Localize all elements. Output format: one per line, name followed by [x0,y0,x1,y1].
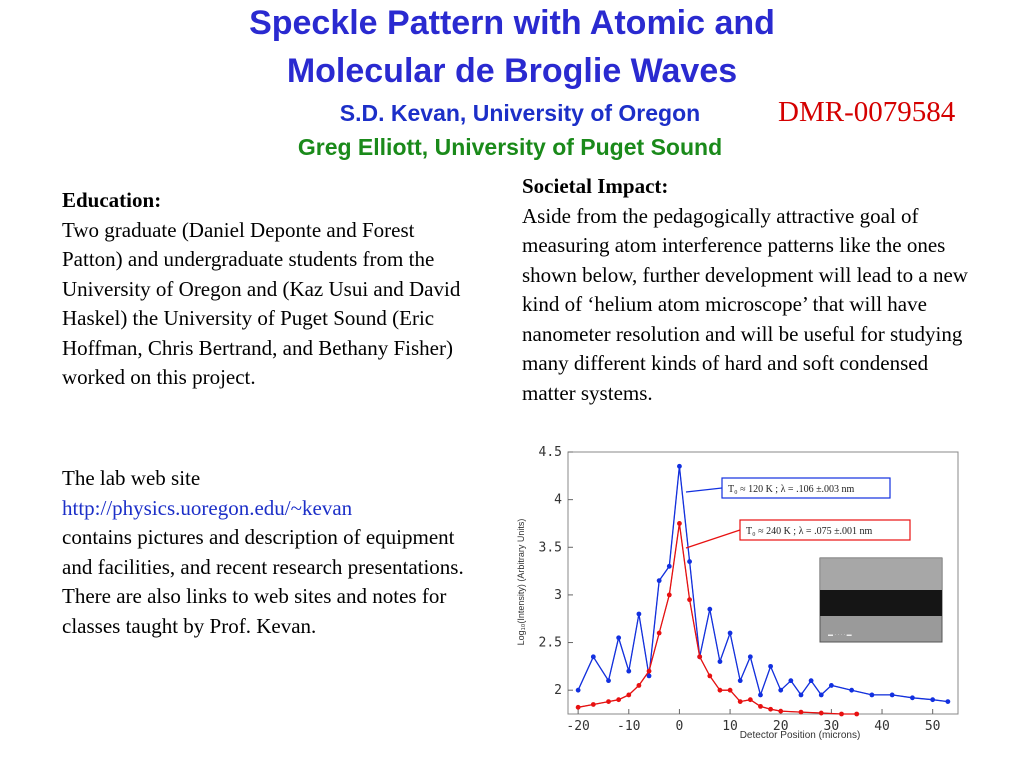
y-tick-label: 4.5 [538,445,562,460]
data-point-red [707,673,712,678]
data-point-red [799,710,804,715]
data-point-red [637,683,642,688]
x-tick-label: -20 [566,719,590,734]
y-tick-label: 2.5 [538,635,562,651]
education-body: Two graduate (Daniel Deponte and Forest Patton) and undergraduate students from the University of Oregon and (Kaz Usui and David Haskel) the University of Puget Sound (Eric Hoffman, Chris Bertrand, and Bethany Fisher) worked on this project. [62,217,461,389]
data-point-blue [616,635,621,640]
svg-text:▬ · · · · ▬: ▬ · · · · ▬ [828,632,852,638]
data-point-red [576,705,581,710]
data-point-blue [778,688,783,693]
data-point-blue [748,654,753,659]
annotation-text-red: T₀ ≈ 240 K ; λ = .075 ±.001 nm [746,526,873,537]
x-tick-label: 40 [874,719,890,734]
y-tick-label: 3.5 [538,540,562,556]
data-point-blue [738,678,743,683]
data-point-red [718,688,723,693]
data-point-blue [576,688,581,693]
x-tick-label: 20 [772,719,789,734]
data-point-blue [657,578,662,583]
data-point-blue [890,693,895,698]
data-point-red [687,597,692,602]
data-point-red [738,699,743,704]
education-section [62,186,474,393]
data-point-red [758,704,763,709]
sem-inset-image [820,558,942,642]
societal-section [522,172,982,408]
data-point-blue [728,631,733,636]
data-point-blue [677,464,682,469]
lab-url-link[interactable]: http://physics.uoregon.edu/~kevan [62,495,353,520]
award-number: DMR-0079584 [778,96,956,128]
data-point-blue [637,612,642,617]
x-tick-label: 10 [722,719,738,734]
data-point-red [647,669,652,674]
x-tick-label: 50 [924,719,941,734]
data-point-blue [768,664,773,669]
data-point-blue [626,669,631,674]
author-1: S.D. Kevan, University of Oregon [339,100,701,126]
y-tick-label: 3 [554,587,562,603]
data-point-red [616,697,621,702]
data-point-blue [606,678,611,683]
societal-heading: Societal Impact: [522,174,669,198]
data-point-blue [788,678,793,683]
data-point-red [819,711,824,716]
data-point-red [591,702,596,707]
data-point-blue [910,695,915,700]
data-point-red [748,697,753,702]
data-point-blue [819,693,824,698]
data-point-red [657,631,662,636]
education-heading: Education: [62,188,162,212]
x-tick-label: -10 [617,719,641,734]
x-tick-label: 30 [823,719,840,734]
speckle-plot [500,440,970,750]
data-point-blue [829,683,834,688]
data-point-blue [718,659,723,664]
data-point-red [728,688,733,693]
data-point-red [839,712,844,717]
data-point-blue [687,559,692,564]
y-tick-label: 4 [554,492,562,508]
author-2: Greg Elliott, University of Puget Sound [297,134,723,160]
data-point-blue [591,654,596,659]
y-tick-label: 2 [554,683,562,699]
data-point-red [854,712,859,717]
data-point-red [667,593,672,598]
title-line-2: Molecular de Broglie Waves [286,52,738,90]
data-point-blue [758,693,763,698]
data-point-blue [945,699,950,704]
x-axis-label: Detector Position (microns) [739,730,861,741]
data-point-red [778,709,783,714]
data-point-blue [799,693,804,698]
y-axis-label: Log₁₀(Intensity) (Arbitrary Units) [516,518,526,646]
annotation-text-blue: T₀ ≈ 120 K ; λ = .106 ±.003 nm [728,484,855,495]
data-point-blue [809,678,814,683]
data-point-blue [667,564,672,569]
lab-body: contains pictures and description of equipment and facilities, and recent research presentations. There are also links to web sites and notes for classes taught by Prof. Kevan. [62,525,464,638]
data-point-blue [930,697,935,702]
data-point-red [768,707,773,712]
societal-body: Aside from the pedagogically attractive goal of measuring atom interference patterns like the ones shown below, further development will lead to a new kind of ‘helium atom microscope’ that will have nanometer resolution and will be useful for studying many different kinds of hard and soft condensed matter systems. [522,203,968,405]
x-tick-label: 0 [675,719,684,734]
data-point-blue [849,688,854,693]
data-point-red [606,699,611,704]
lab-section [62,464,474,641]
data-point-red [677,521,682,526]
data-point-blue [869,693,874,698]
data-point-red [626,693,631,698]
lab-intro: The lab web site [62,466,201,490]
data-point-blue [707,607,712,612]
title-line-1: Speckle Pattern with Atomic and [249,4,775,42]
data-point-red [697,654,702,659]
